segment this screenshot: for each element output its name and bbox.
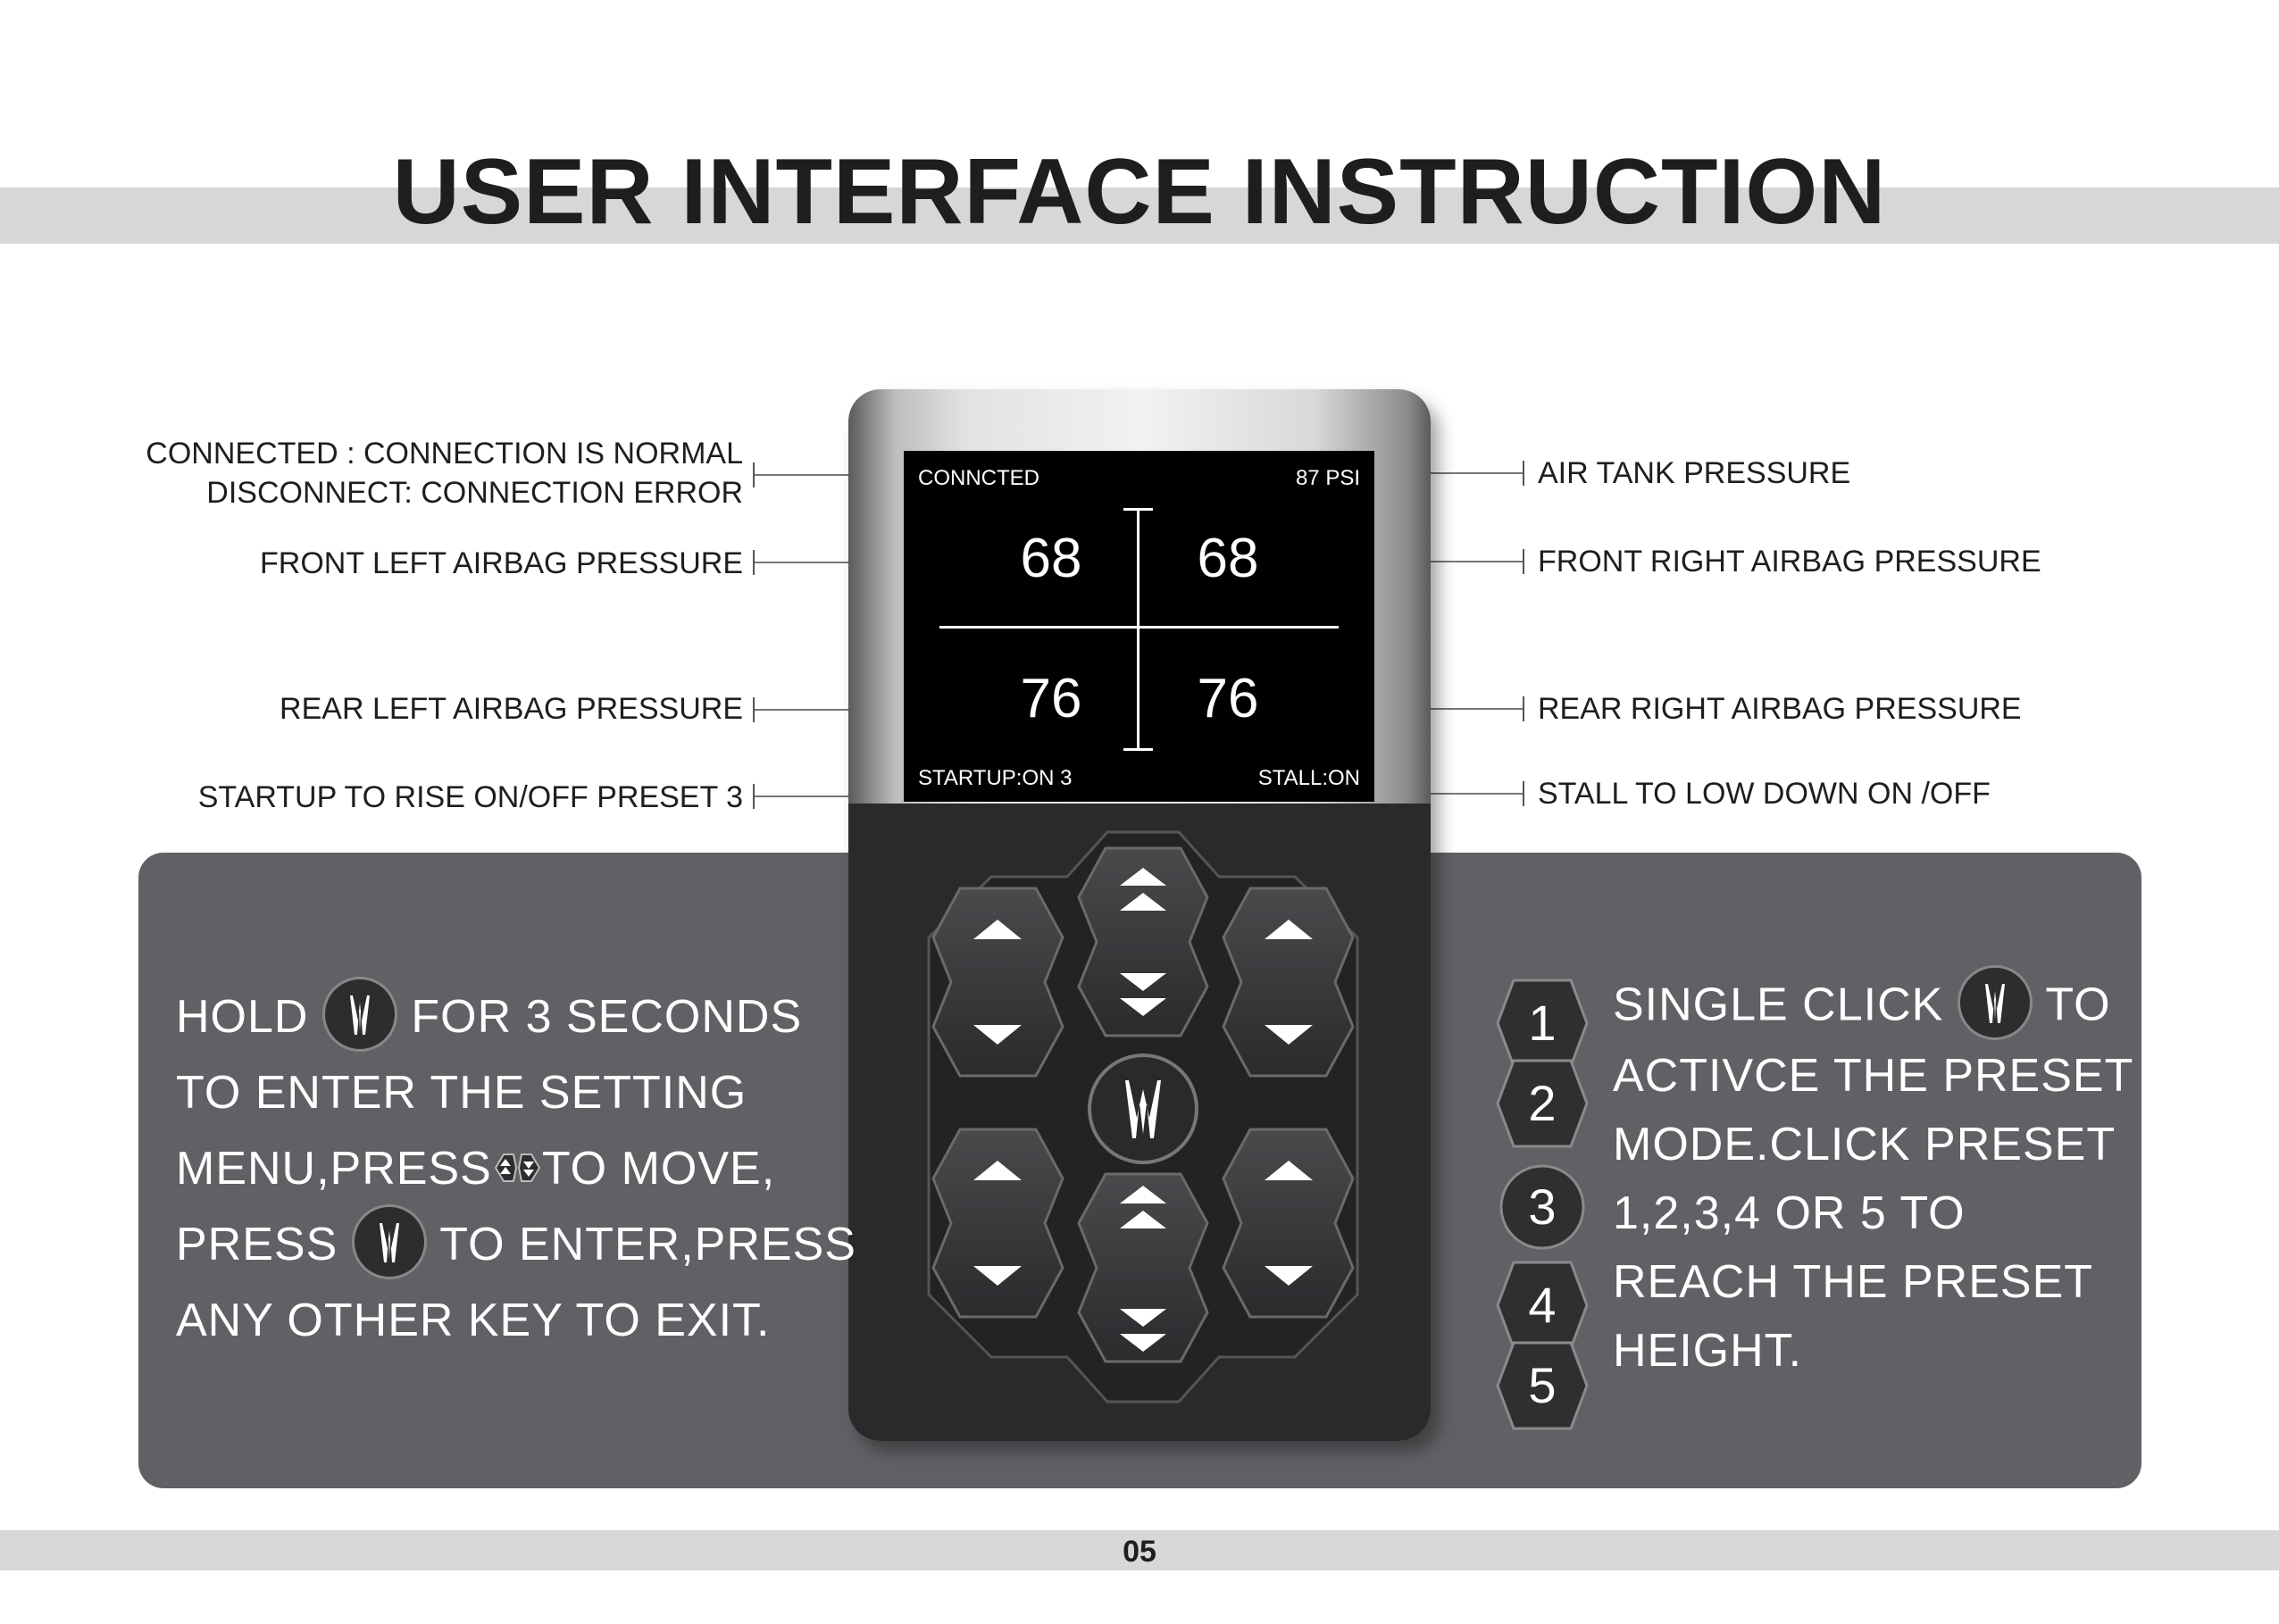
right-instruction-line3: MODE.CLICK PRESET — [1613, 1119, 2116, 1170]
text-segment: TO MOVE, — [541, 1143, 776, 1195]
label-disconnect: DISCONNECT: CONNECTION ERROR — [206, 476, 743, 510]
preset-button-1[interactable] — [1494, 977, 1590, 1070]
m-mode-icon — [1958, 965, 2033, 1040]
rear-axle-rocker[interactable] — [1079, 1174, 1207, 1362]
page-number: 05 — [1123, 1535, 1156, 1569]
right-instruction-line5: REACH THE PRESET — [1613, 1256, 2094, 1308]
rear-left-rocker[interactable] — [933, 1129, 1063, 1317]
screen-tank-pressure: 87 PSI — [1295, 466, 1360, 490]
screen-rear-left: 76 — [1020, 668, 1082, 729]
mode-button[interactable] — [1089, 1055, 1197, 1162]
label-air-tank: AIR TANK PRESSURE — [1538, 456, 1851, 490]
text-segment: MENU,PRESS — [176, 1143, 492, 1195]
preset-label: 5 — [1528, 1357, 1557, 1413]
preset-button-2[interactable] — [1494, 1057, 1590, 1150]
preset-button-5[interactable] — [1494, 1339, 1590, 1432]
screen-divider-cap — [1123, 508, 1153, 511]
leader-tick — [1523, 781, 1524, 806]
text-segment: PRESS — [176, 1219, 338, 1270]
leader-tick — [1523, 549, 1524, 574]
preset-button-3[interactable] — [1494, 1161, 1590, 1253]
screen-front-right: 68 — [1197, 528, 1259, 589]
label-startup: STARTUP TO RISE ON/OFF PRESET 3 — [197, 780, 743, 814]
label-rear-left: REAR LEFT AIRBAG PRESSURE — [280, 692, 743, 726]
left-instruction-line4 — [176, 1207, 856, 1285]
right-instruction-line4: 1,2,3,4 OR 5 TO — [1613, 1187, 1966, 1239]
leader-tick — [1523, 696, 1524, 721]
front-axle-rocker[interactable] — [1079, 848, 1207, 1036]
screen-status: CONNCTED — [918, 466, 1039, 490]
keypad — [902, 821, 1384, 1411]
screen-startup: STARTUP:ON 3 — [918, 766, 1073, 790]
left-instruction-line2: TO ENTER THE SETTING — [176, 1067, 747, 1119]
text-segment: TO ENTER,PRESS — [439, 1219, 856, 1270]
preset-button-4[interactable] — [1494, 1259, 1590, 1352]
screen-front-left: 68 — [1020, 528, 1082, 589]
left-instruction-line5: ANY OTHER KEY TO EXIT. — [176, 1295, 771, 1346]
screen-divider-cap — [1123, 748, 1153, 751]
screen-stall: STALL:ON — [1257, 766, 1360, 790]
label-connected: CONNECTED : CONNECTION IS NORMAL — [146, 437, 743, 471]
label-rear-right: REAR RIGHT AIRBAG PRESSURE — [1538, 692, 2022, 726]
left-instruction-line3 — [176, 1131, 775, 1207]
m-mode-icon — [322, 977, 397, 1052]
text-segment: TO — [2045, 979, 2111, 1031]
right-instruction-line1 — [1613, 970, 2111, 1045]
text-segment: FOR 3 SECONDS — [411, 991, 803, 1043]
m-mode-icon — [352, 1204, 427, 1279]
screen-rear-right: 76 — [1197, 668, 1259, 729]
preset-label: 3 — [1528, 1178, 1557, 1235]
page-title: USER INTERFACE INSTRUCTION — [392, 140, 1887, 244]
double-triangle-up-icon — [492, 1151, 542, 1185]
leader-tick — [1523, 461, 1524, 486]
right-instruction-line2: ACTIVCE THE PRESET — [1613, 1050, 2134, 1102]
rear-right-rocker[interactable] — [1223, 1129, 1353, 1317]
front-right-rocker[interactable] — [1223, 888, 1353, 1076]
label-front-left: FRONT LEFT AIRBAG PRESSURE — [260, 546, 743, 580]
label-front-right: FRONT RIGHT AIRBAG PRESSURE — [1538, 545, 2041, 579]
front-left-rocker[interactable] — [933, 888, 1063, 1076]
preset-label: 4 — [1528, 1277, 1557, 1333]
preset-label: 1 — [1528, 995, 1557, 1051]
right-instruction-line6: HEIGHT. — [1613, 1325, 1803, 1377]
controller-screen — [904, 451, 1374, 802]
text-segment: HOLD — [176, 991, 309, 1043]
preset-label: 2 — [1528, 1075, 1557, 1131]
label-stall: STALL TO LOW DOWN ON /OFF — [1538, 777, 1991, 811]
screen-vertical-divider — [1137, 509, 1140, 750]
left-instruction-line1 — [176, 979, 802, 1057]
text-segment: SINGLE CLICK — [1613, 979, 1944, 1031]
